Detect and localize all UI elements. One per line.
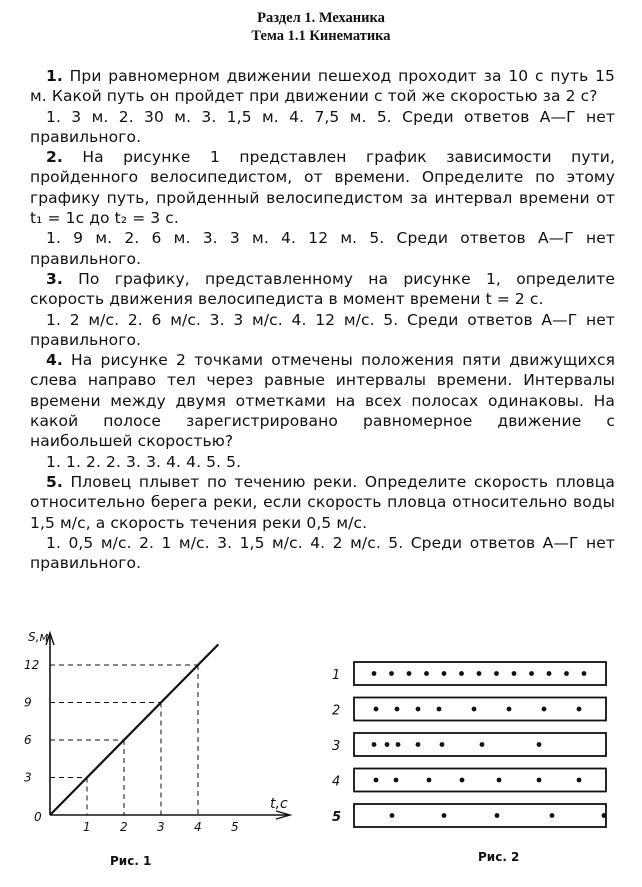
topic-title: Тема 1.1 Кинематика	[251, 28, 391, 44]
position-dot	[494, 671, 499, 676]
figure-1-graph	[20, 625, 310, 870]
position-dot	[390, 813, 395, 818]
strip-4	[354, 769, 606, 792]
figure-2-strips	[328, 655, 618, 880]
position-dot	[537, 778, 542, 783]
x-tick-label: 1	[83, 820, 91, 834]
strip-label: 2	[332, 703, 341, 719]
answers-3: 1. 2 м/с. 2. 6 м/с. 3. 3 м/с. 4. 12 м/с. 5. Среди ответов А—Г нет правильного.	[30, 310, 615, 349]
position-dot	[472, 707, 477, 712]
strip-label: 1	[332, 668, 341, 683]
position-dot	[602, 813, 607, 818]
position-dot	[440, 742, 445, 747]
position-dot	[389, 671, 394, 676]
position-dot	[537, 742, 542, 747]
position-dot	[577, 778, 582, 783]
position-dot	[547, 671, 552, 676]
section-title: Раздел 1. Механика	[257, 10, 385, 26]
position-dot	[512, 671, 517, 676]
answers-1: 1. 3 м. 2. 30 м. 3. 1,5 м. 4. 7,5 м. 5. Среди ответов А—Г нет правильного.	[30, 107, 615, 146]
strip-label: 5	[332, 810, 342, 825]
question-3: 3. По графику, представленному на рисунке 1, определите скорость движения велосипедиста в момент времени t = 2 с.	[30, 269, 615, 309]
x-tick-label: 2	[120, 820, 128, 834]
y-tick-label: 12	[24, 658, 40, 672]
figure-1-caption: Рис. 1	[110, 854, 152, 868]
position-dot	[577, 707, 582, 712]
x-tick-label: 5	[231, 820, 239, 834]
position-dot	[442, 671, 447, 676]
question-5: 5. Пловец плывет по течению реки. Определите скорость пловца относительно берега реки, если скорость пловца относительно воды 1,5 м/с, а скорость течения реки 0,5 м/с.	[30, 472, 615, 532]
position-dot	[459, 671, 464, 676]
position-dot	[564, 671, 569, 676]
position-dot	[374, 707, 379, 712]
position-dot	[407, 671, 412, 676]
position-dot	[497, 778, 502, 783]
position-dot	[396, 742, 401, 747]
position-dot	[550, 813, 555, 818]
position-dot	[529, 671, 534, 676]
x-tick-label: 4	[194, 820, 202, 834]
position-dot	[582, 671, 587, 676]
x-tick-label: 3	[157, 820, 165, 834]
position-dot	[495, 813, 500, 818]
position-dot	[507, 707, 512, 712]
position-dot	[385, 742, 390, 747]
strip-label: 3	[332, 739, 341, 754]
position-dot	[437, 707, 442, 712]
position-dot	[395, 707, 400, 712]
position-dot	[394, 778, 399, 783]
question-2: 2. На рисунке 1 представлен график зависимости пути, пройденного велосипедистом, от времени. Определите по этому графику путь, пройденный велосипедистом за интервал времени от t₁ = 1с до t₂ = 3 с.	[30, 148, 615, 228]
y-tick-label: 3	[24, 770, 32, 785]
answers-2: 1. 9 м. 2. 6 м. 3. 3 м. 4. 12 м. 5. Среди ответов А—Г нет правильного.	[30, 229, 615, 268]
question-1: 1. При равномерном движении пешеход проходит за 10 с путь 15 м. Какой путь он пройдет при движении с той же скоростью за 2 с?	[30, 67, 615, 106]
position-dot	[480, 742, 485, 747]
y-axis-label: S,м	[28, 630, 49, 644]
answers-4: 1. 1. 2. 2. 3. 3. 4. 4. 5. 5.	[46, 452, 242, 471]
position-dot	[477, 671, 482, 676]
position-dot	[416, 707, 421, 712]
question-4: 4. На рисунке 2 точками отмечены положения пяти движущихся слева направо тел через равные интервалы времени. Интервалы времени между двумя отметками на всех полосах одинаковы. На какой полосе зарегистрировано равномерное движение с наибольшей скоростью?	[30, 351, 615, 451]
answers-5: 1. 0,5 м/с. 2. 1 м/с. 3. 1,5 м/с. 4. 2 м/с. 5. Среди ответов А—Г нет правильного.	[30, 533, 615, 573]
position-dot	[427, 778, 432, 783]
y-tick-label: 9	[24, 695, 32, 710]
position-dot	[372, 742, 377, 747]
y-tick-label: 6	[24, 733, 32, 747]
questions-text	[30, 66, 615, 573]
position-dot	[372, 671, 377, 676]
position-dot	[542, 707, 547, 712]
position-dot	[460, 778, 465, 783]
position-dot	[374, 778, 379, 783]
x-axis-label: t,c	[270, 796, 288, 812]
position-dot	[416, 742, 421, 747]
figure-2-caption: Рис. 2	[478, 850, 520, 864]
strip-label: 4	[332, 774, 341, 790]
origin-label: 0	[34, 810, 42, 824]
distance-time-line	[50, 644, 218, 815]
position-dot	[442, 813, 447, 818]
strip-2	[354, 698, 606, 721]
position-dot	[424, 671, 429, 676]
